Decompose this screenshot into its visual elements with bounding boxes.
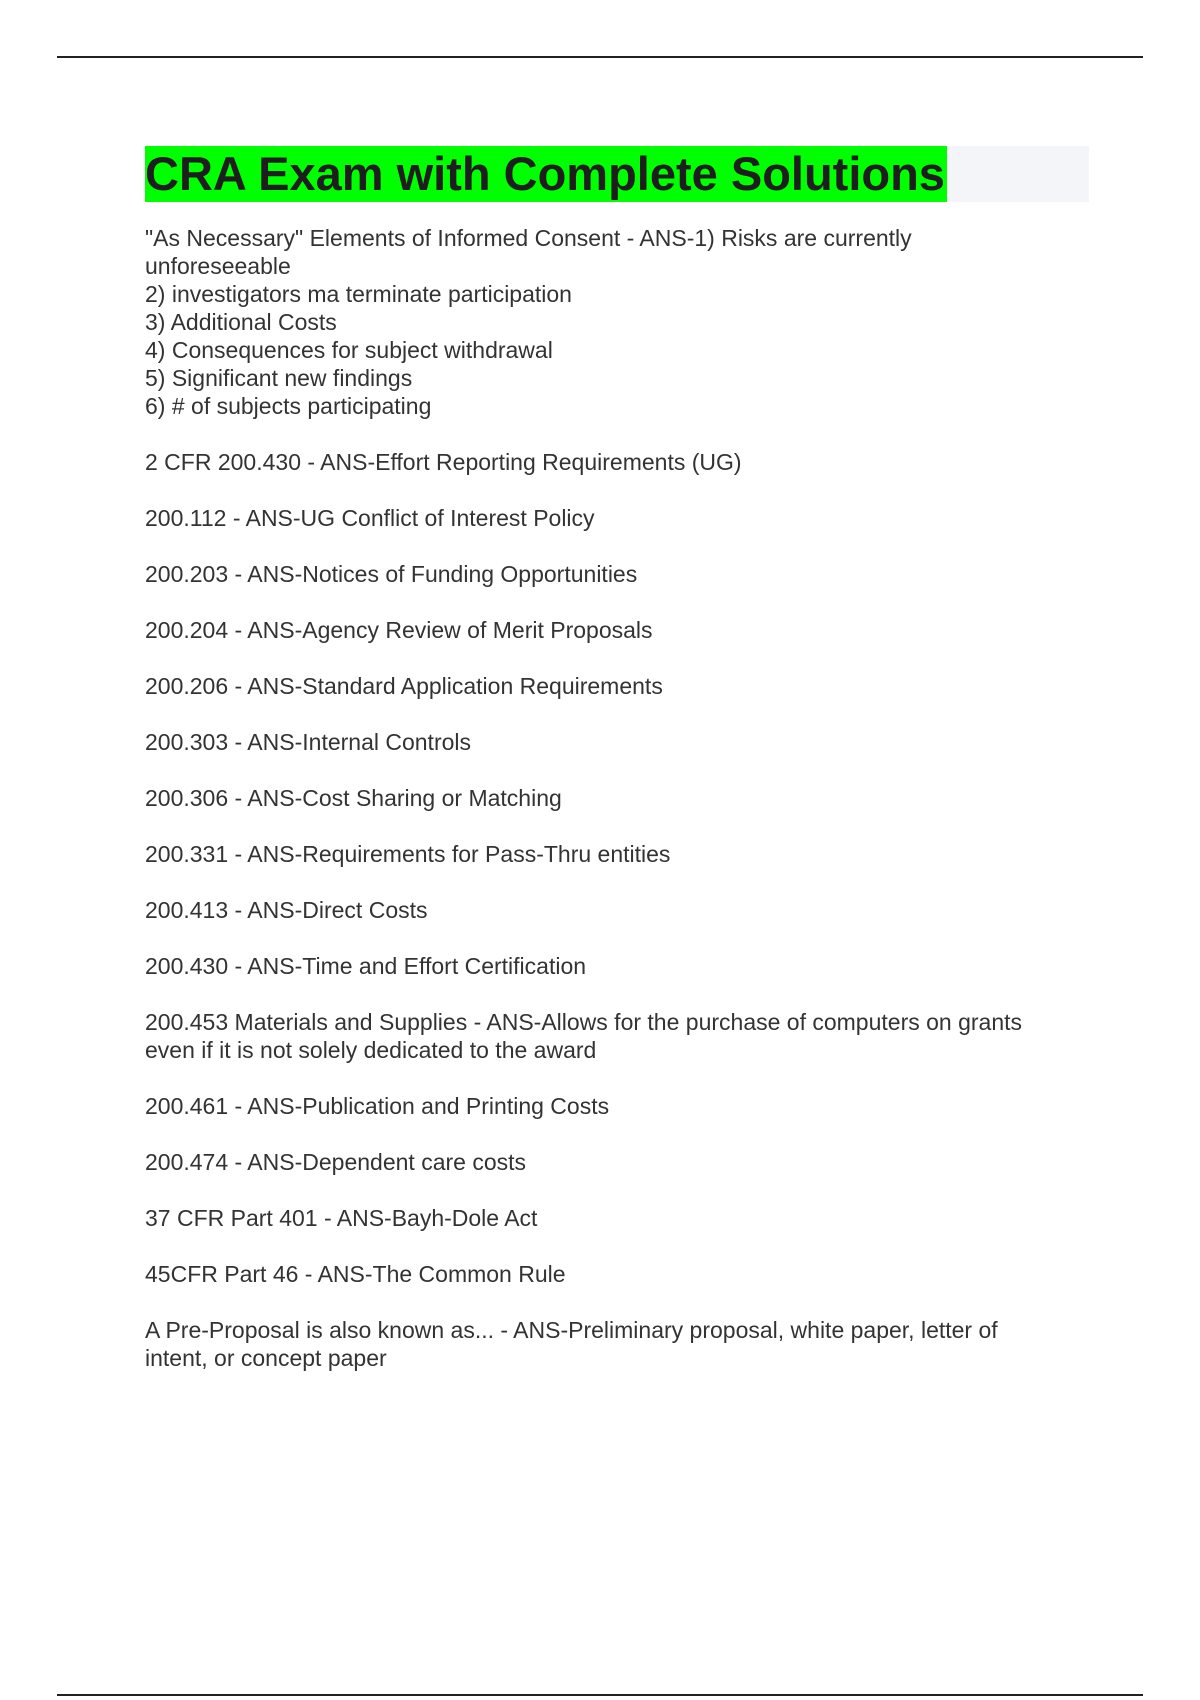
qa-entry [145, 616, 1089, 644]
page-title: CRA Exam with Complete Solutions [145, 147, 945, 200]
qa-entry [145, 784, 1089, 812]
qa-entry [145, 728, 1089, 756]
document-body [145, 146, 1089, 1400]
qa-entry [145, 560, 1089, 588]
qa-entry-line: 2 CFR 200.430 - ANS-Effort Reporting Requirements (UG) [145, 449, 742, 475]
qa-entry-line: 200.413 - ANS-Direct Costs [145, 897, 428, 923]
qa-entry-line: 200.474 - ANS-Dependent care costs [145, 1149, 527, 1175]
qa-entry-line: 200.112 - ANS-UG Conflict of Interest Policy [145, 505, 595, 531]
qa-entry-line: 200.453 Materials and Supplies - ANS-Allows for the purchase of computers on grants [145, 1009, 1023, 1035]
qa-entry [145, 1316, 1089, 1372]
qa-entry-line: 200.430 - ANS-Time and Effort Certification [145, 953, 587, 979]
qa-list [145, 224, 1089, 1372]
qa-entry-line: "As Necessary" Elements of Informed Consent - ANS-1) Risks are currently [145, 225, 912, 251]
qa-entry [145, 504, 1089, 532]
qa-entry [145, 1092, 1089, 1120]
qa-entry-line: intent, or concept paper [145, 1345, 387, 1371]
qa-entry [145, 1260, 1089, 1288]
qa-entry [145, 1204, 1089, 1232]
qa-entry [145, 672, 1089, 700]
qa-entry [145, 840, 1089, 868]
qa-entry-line: 6) # of subjects participating [145, 393, 432, 419]
qa-entry-line: 5) Significant new findings [145, 365, 413, 391]
title-band [145, 146, 1089, 202]
qa-entry [145, 1148, 1089, 1176]
qa-entry-line: 37 CFR Part 401 - ANS-Bayh-Dole Act [145, 1205, 538, 1231]
qa-entry [145, 896, 1089, 924]
qa-entry-line: 2) investigators ma terminate participation [145, 281, 572, 307]
qa-entry-line: 200.306 - ANS-Cost Sharing or Matching [145, 785, 562, 811]
qa-entry-line: 200.206 - ANS-Standard Application Requirements [145, 673, 663, 699]
qa-entry-line: 4) Consequences for subject withdrawal [145, 337, 553, 363]
qa-entry-line: 200.204 - ANS-Agency Review of Merit Proposals [145, 617, 653, 643]
qa-entry-line: unforeseeable [145, 253, 291, 279]
page-bottom-rule [57, 1694, 1143, 1696]
qa-entry-line: even if it is not solely dedicated to the award [145, 1037, 597, 1063]
qa-entry-line: 45CFR Part 46 - ANS-The Common Rule [145, 1261, 566, 1287]
page-top-rule [57, 56, 1143, 58]
qa-entry [145, 224, 1089, 420]
qa-entry-line: 200.203 - ANS-Notices of Funding Opportunities [145, 561, 638, 587]
qa-entry-line: 200.331 - ANS-Requirements for Pass-Thru entities [145, 841, 671, 867]
qa-entry-line: 200.303 - ANS-Internal Controls [145, 729, 472, 755]
qa-entry [145, 1008, 1089, 1064]
qa-entry-line: 200.461 - ANS-Publication and Printing Costs [145, 1093, 610, 1119]
qa-entry [145, 952, 1089, 980]
qa-entry [145, 448, 1089, 476]
qa-entry-line: 3) Additional Costs [145, 309, 337, 335]
qa-entry-line: A Pre-Proposal is also known as... - ANS-Preliminary proposal, white paper, letter of [145, 1317, 998, 1343]
